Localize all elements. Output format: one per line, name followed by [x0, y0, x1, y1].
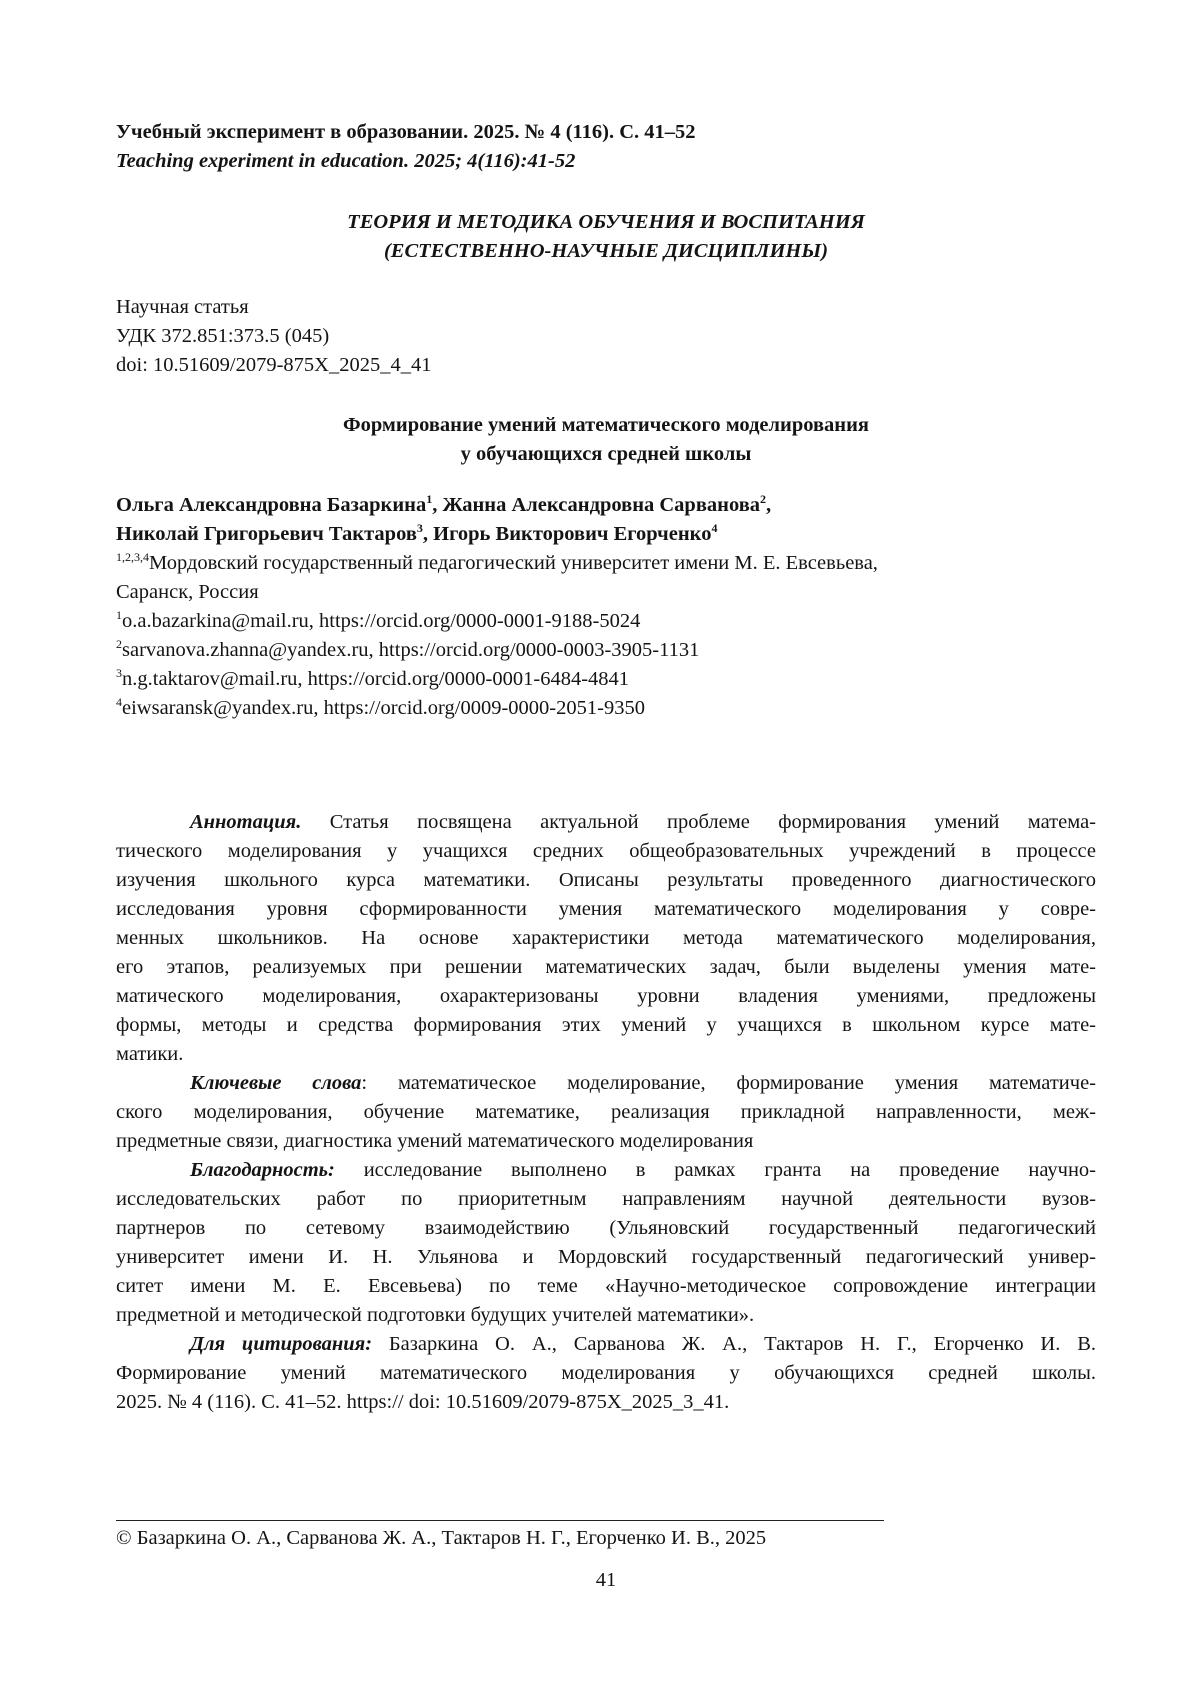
- contact-4-sup: 4: [116, 695, 122, 709]
- keywords-line: предметные связи, диагностика умений математического моделирования: [116, 1130, 754, 1152]
- abstract-line: тического моделирования у учащихся средних общеобразовательных учреждений в процессе: [116, 840, 1096, 862]
- gratitude: [116, 1156, 1096, 1330]
- keywords: [116, 1069, 1096, 1156]
- abstract-label: Аннотация.: [190, 811, 302, 833]
- abstract-line: матики.: [116, 1043, 184, 1065]
- gratitude-line: исследовательских работ по приоритетным направлениям научной деятельности вузов-: [116, 1188, 1096, 1210]
- abstract-line: его этапов, реализуемых при решении математических задач, были выделены умения мате-: [116, 956, 1096, 978]
- contact-3-sup: 3: [116, 666, 122, 680]
- gratitude-line: [116, 1156, 1096, 1185]
- affiliation-line-2: Саранск, Россия: [116, 581, 259, 603]
- abstract-text: Статья посвящена актуальной проблеме формирования умений матема-: [301, 811, 1096, 833]
- contact-2-sup: 2: [116, 637, 122, 651]
- abstract-line: изучения школьного курса математики. Описаны результаты проведенного диагностического: [116, 869, 1096, 891]
- journal-title-en: Teaching experiment in education. 2025; 4(116):41-52: [116, 150, 576, 172]
- citation: [116, 1330, 1096, 1417]
- section-heading: [116, 208, 1096, 266]
- copyright-notice: [116, 1524, 1096, 1553]
- abstract-line: исследования уровня сформированности умения математического моделирования у совре-: [116, 898, 1096, 920]
- gratitude-line: ситет имени М. Е. Евсевьева) по теме «Научно-методическое сопровождение интеграции: [116, 1275, 1096, 1297]
- contact-4-link[interactable]: eiwsaransk@yandex.ru, https://orcid.org/0009-0000-2051-9350: [122, 697, 645, 719]
- contact-3: [116, 665, 1096, 694]
- title-line-2: у обучающихся средней школы: [460, 443, 752, 465]
- contact-4: [116, 694, 1096, 723]
- citation-label: Для цитирования:: [190, 1333, 373, 1355]
- gratitude-line: партнеров по сетевому взаимодействию (Ульяновский государственный педагогический: [116, 1217, 1096, 1239]
- journal-header: [116, 118, 1096, 176]
- author-line-end: ,: [766, 494, 772, 516]
- gratitude-label: Благодарность:: [190, 1159, 335, 1181]
- article-meta: [116, 293, 1096, 380]
- author-1: Ольга Александровна Базаркина: [116, 494, 427, 516]
- gratitude-line: университет имени И. Н. Ульянова и Мордовский государственный педагогический универ-: [116, 1246, 1096, 1268]
- keywords-label: Ключевые слова: [190, 1072, 362, 1094]
- affiliation-text: Мордовский государственный педагогический университет имени М. Е. Евсевьева,: [149, 552, 878, 574]
- author-3: Николай Григорьевич Тактаров: [116, 523, 417, 545]
- abstract-line: [116, 808, 1096, 837]
- citation-line: [116, 1330, 1096, 1359]
- page-number-block: [116, 1566, 1096, 1595]
- gratitude-text: исследование выполнено в рамках гранта на проведение научно-: [334, 1159, 1096, 1181]
- author-separator: ,: [432, 494, 443, 516]
- contact-1: [116, 607, 1096, 636]
- contact-1-sup: 1: [116, 608, 122, 622]
- section-line-1: ТЕОРИЯ И МЕТОДИКА ОБУЧЕНИЯ И ВОСПИТАНИЯ: [347, 211, 865, 233]
- contact-3-link[interactable]: n.g.taktarov@mail.ru, https://orcid.org/0000-0001-6484-4841: [122, 668, 630, 690]
- affiliation-sup: 1,2,3,4: [116, 550, 149, 564]
- abstract-block: [116, 808, 1096, 1417]
- journal-title-ru: Учебный эксперимент в образовании. 2025. № 4 (116). С. 41–52: [116, 121, 696, 143]
- author-4: Игорь Викторович Егорченко: [433, 523, 712, 545]
- footnote-rule: [116, 1520, 884, 1521]
- author-2: Жанна Александровна Сарванова: [442, 494, 761, 516]
- citation-line: 2025. № 4 (116). С. 41–52. https:// doi: 10.51609/2079-875X_2025_3_41.: [116, 1391, 730, 1413]
- authors: [116, 491, 1096, 549]
- gratitude-line: предметной и методической подготовки будущих учителей математики».: [116, 1304, 755, 1326]
- affiliation: [116, 549, 1096, 723]
- author-1-sup: 1: [426, 492, 433, 506]
- contact-2: [116, 636, 1096, 665]
- copyright-text: © Базаркина О. А., Сарванова Ж. А., Тактаров Н. Г., Егорченко И. В., 2025: [116, 1527, 767, 1549]
- contact-1-link[interactable]: o.a.bazarkina@mail.ru, https://orcid.org/0000-0001-9188-5024: [122, 610, 641, 632]
- author-2-sup: 2: [760, 492, 767, 506]
- citation-line: Формирование умений математического моделирования у обучающихся средней школы.: [116, 1362, 1096, 1384]
- doi: doi: 10.51609/2079-875X_2025_4_41: [116, 354, 432, 376]
- abstract: [116, 808, 1096, 1069]
- title-line-1: Формирование умений математического моделирования: [342, 414, 870, 436]
- authors-line-2: [116, 520, 1096, 549]
- author-3-sup: 3: [416, 521, 423, 535]
- section-line-2: (ЕСТЕСТВЕННО-НАУЧНЫЕ ДИСЦИПЛИНЫ): [383, 240, 829, 262]
- keywords-line: [116, 1069, 1096, 1098]
- citation-text: Базаркина О. А., Сарванова Ж. А., Тактаров Н. Г., Егорченко И. В.: [372, 1333, 1096, 1355]
- contact-2-link[interactable]: sarvanova.zhanna@yandex.ru, https://orcid.org/0000-0003-3905-1131: [122, 639, 700, 661]
- author-separator: ,: [422, 523, 434, 545]
- abstract-line: матического моделирования, охарактеризованы уровни владения умениями, предложены: [116, 985, 1096, 1007]
- article-title: [116, 411, 1096, 469]
- authors-line-1: [116, 491, 1096, 520]
- udk-code: УДК 372.851:373.5 (045): [116, 325, 330, 347]
- keywords-line: ского моделирования, обучение математике, реализация прикладной направленности, меж-: [116, 1101, 1096, 1123]
- keywords-text: : математическое моделирование, формирование умения математиче-: [361, 1072, 1096, 1094]
- author-4-sup: 4: [711, 521, 718, 535]
- page-number: 41: [595, 1569, 617, 1591]
- abstract-line: формы, методы и средства формирования этих умений у учащихся в школьном курсе мате-: [116, 1014, 1096, 1036]
- article-type: Научная статья: [116, 296, 249, 318]
- affiliation-line-1: [116, 549, 1096, 578]
- abstract-line: менных школьников. На основе характеристики метода математического моделирования,: [116, 927, 1096, 949]
